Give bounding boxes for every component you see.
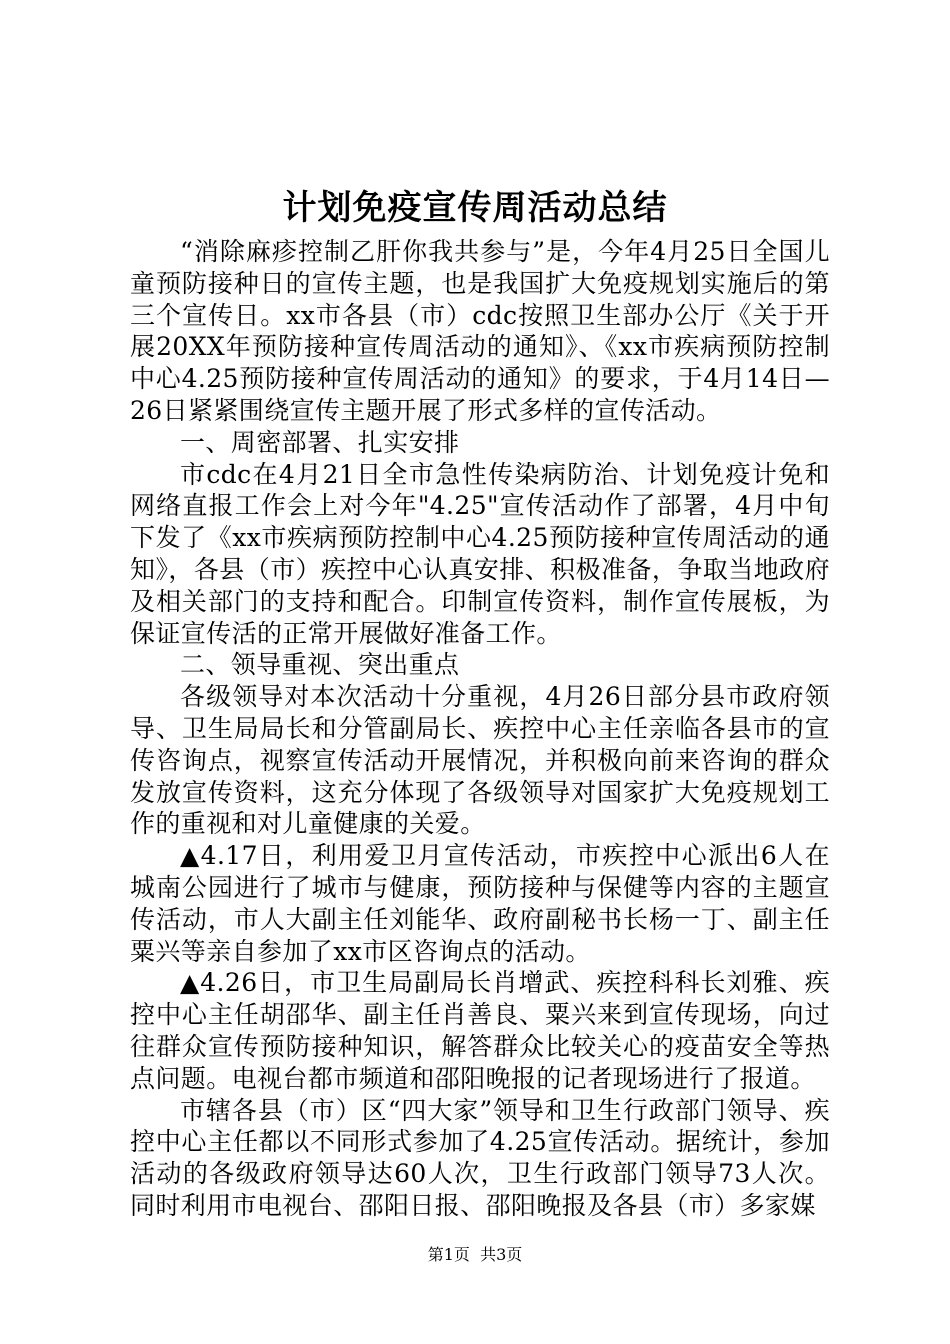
document-body xyxy=(130,236,830,1222)
paragraph-statistics: 市辖各县（市）区“四大家”领导和卫生行政部门领导、疾控中心主任都以不同形式参加了4.25宣传活动。据统计，参加活动的各级政府领导达60人次，卫生行政部门领导73人次。同时利用市电视台、邵阳日报、邵阳晚报及各县（市）多家媒 xyxy=(130,1095,830,1220)
document-title: 计划免疫宣传周活动总结 xyxy=(282,188,668,228)
section-heading-2: 二、领导重视、突出重点 xyxy=(180,650,460,680)
paragraph-event-0417: ▲4.17日，利用爱卫月宣传活动，市疾控中心派出6人在城南公园进行了城市与健康，预防接种与保健等内容的主题宣传活动，市人大副主任刘能华、政府副秘书长杨一丁、副主任粟兴等亲自参加了xx市区咨询点的活动。 xyxy=(130,841,830,966)
paragraph-section-2: 各级领导对本次活动十分重视，4月26日部分县市政府领导、卫生局局长和分管副局长、疾控中心主任亲临各县市的宣传咨询点，视察宣传活动开展情况，并积极向前来咨询的群众发放宣传资料，这充分体现了各级领导对国家扩大免疫规划工作的重视和对儿童健康的关爱。 xyxy=(130,682,830,839)
page-number-label: 第1页 共3页 xyxy=(427,1245,523,1264)
paragraph-event-0426: ▲4.26日，市卫生局副局长肖增武、疾控科科长刘雅、疾控中心主任胡邵华、副主任肖善良、粟兴来到宣传现场，向过往群众宣传预防接种知识，解答群众比较关心的疫苗安全等热点问题。电视台都市频道和邵阳晚报的记者现场进行了报道。 xyxy=(130,968,830,1093)
section-heading-1: 一、周密部署、扎实安排 xyxy=(180,427,460,457)
paragraph-section-1: 市cdc在4月21日全市急性传染病防治、计划免疫计免和网络直报工作会上对今年"4.25"宣传活动作了部署，4月中旬下发了《xx市疾病预防控制中心4.25预防接种宣传周活动的通知》，各县（市）疾控中心认真安排、积极准备，争取当地政府及相关部门的支持和配合。印制宣传资料，制作宣传展板，为保证宣传活的正常开展做好准备工作。 xyxy=(130,459,830,648)
paragraph-intro: “消除麻疹控制乙肝你我共参与”是，今年4月25日全国儿童预防接种日的宣传主题，也是我国扩大免疫规划实施后的第三个宣传日。xx市各县（市）cdc按照卫生部办公厅《关于开展20XX年预防接种宣传周活动的通知》、《xx市疾病预防控制中心4.25预防接种宣传周活动的通知》的要求，于4月14日—26日紧紧围绕宣传主题开展了形式多样的宣传活动。 xyxy=(130,237,830,425)
page-footer xyxy=(0,1244,950,1266)
